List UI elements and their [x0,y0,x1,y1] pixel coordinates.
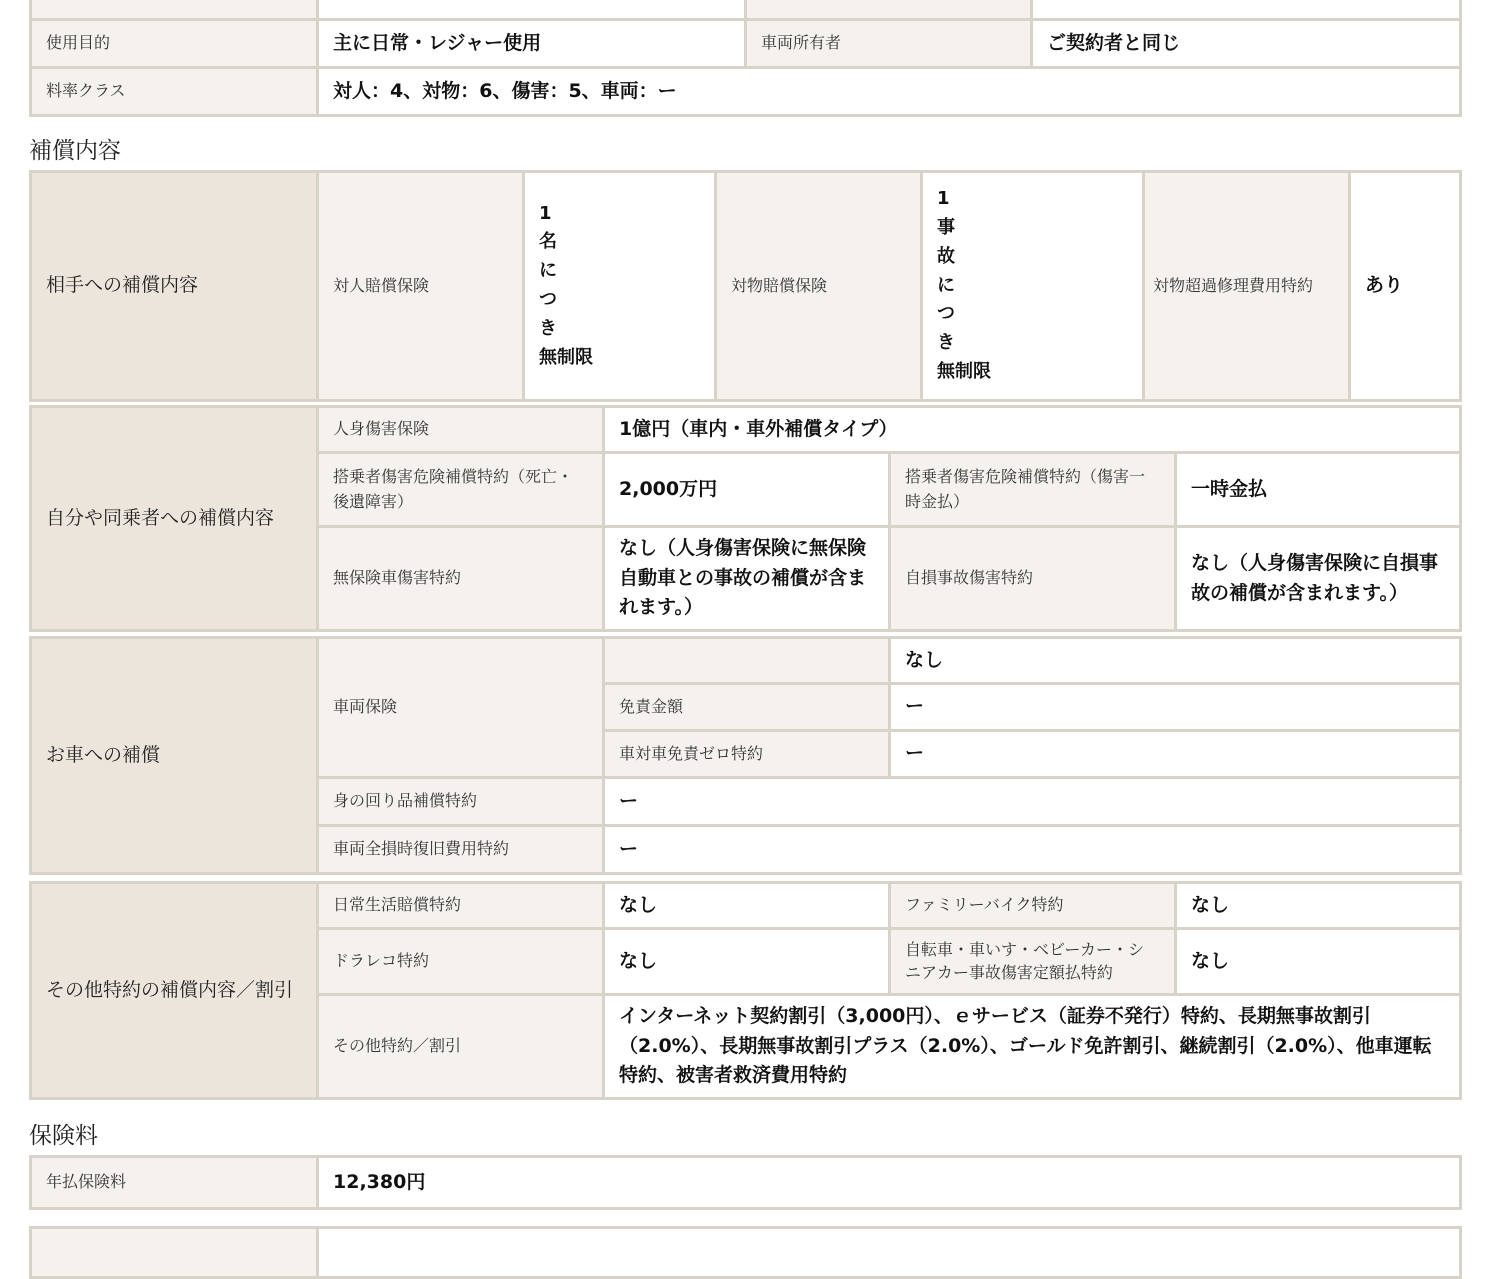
usage-value: 主に日常・レジャー使用 [318,20,746,68]
annual-premium-value: 12,380円 [318,1157,1461,1209]
property-damage-value [922,172,1144,401]
uninsured-value: なし（人身傷害保険に無保険自動車との事故の補償が含まれます。） [604,527,890,631]
car-coverage-table [29,636,1459,875]
property-damage-value-line: 故 [937,245,955,267]
bodily-injury-value-line: 1 [539,202,552,224]
drareco-label: ドラレコ特約 [318,929,604,995]
bodily-injury-value [524,172,716,401]
passenger-death-value: 2,000万円 [604,453,890,527]
daily-life-value: なし [604,883,890,929]
personal-injury-value: 1億円（車内・車外補償タイプ） [604,407,1461,453]
vehicle-insurance-label: 車両保険 [318,638,604,778]
belongings-value: ー [604,778,1461,826]
personal-injury-label: 人身傷害保険 [318,407,604,453]
rate-class-value: 対人：4、対物：6、傷害：5、車両：ー [318,68,1461,116]
other-discounts-label: その他特約／割引 [318,995,604,1099]
premium-table [29,1155,1459,1210]
bodily-injury-value-line: つ [539,289,557,310]
property-damage-value-line: き [937,332,955,354]
excess-repair-value: あり [1350,172,1461,401]
family-bike-label: ファミリーバイク特約 [890,883,1176,929]
other-coverage-table [29,881,1459,1100]
property-damage-value-line: 事 [937,217,955,238]
zero-deductible-label: 車対車免責ゼロ特約 [604,731,890,778]
bicycle-label: 自転車・車いす・ベビーカー・シニアカー事故傷害定額払特約 [890,929,1176,995]
third-party-section: 相手への補償内容 [31,172,318,401]
bodily-injury-value-line: に [539,260,557,282]
next-table-partial [29,1226,1459,1279]
bodily-injury-value-line: 無制限 [539,346,593,368]
total-loss-value: ー [604,826,1461,874]
drareco-value: なし [604,929,890,995]
vehicle-info-table [29,0,1459,117]
family-bike-value: なし [1176,883,1461,929]
premium-heading: 保険料 [29,1123,98,1149]
property-damage-value-line: 無制限 [937,360,991,382]
other-discounts-value: インターネット契約割引（3,000円）、ｅサービス（証券不発行）特約、長期無事故割引（2.0%）、長期無事故割引プラス（2.0%）、ゴールド免許割引、継続割引（2.0%）、他車運転特約、被害者救済費用特約 [604,995,1461,1099]
self-section: 自分や同乗者への補償内容 [31,407,318,631]
zero-deductible-value: ー [890,731,1461,778]
belongings-label: 身の回り品補償特約 [318,778,604,826]
owner-value: ご契約者と同じ [1032,20,1461,68]
passenger-lump-label: 搭乗者傷害危険補償特約（傷害一時金払） [890,453,1176,527]
bicycle-value: なし [1176,929,1461,995]
bodily-injury-value-line: き [539,317,557,339]
total-loss-label: 車両全損時復旧費用特約 [318,826,604,874]
car-section: お車への補償 [31,638,318,874]
property-damage-label: 対物賠償保険 [716,172,922,401]
excess-repair-label: 対物超過修理費用特約 [1144,172,1350,401]
property-damage-value-line: に [937,274,955,296]
bodily-injury-label: 対人賠償保険 [318,172,524,401]
deductible-value: ー [890,684,1461,731]
vehicle-insurance-value: なし [890,638,1461,684]
bodily-injury-value-line: 名 [539,231,557,253]
annual-premium-label: 年払保険料 [31,1157,318,1209]
deductible-label: 免責金額 [604,684,890,731]
self-accident-label: 自損事故傷害特約 [890,527,1176,631]
self-accident-value: なし（人身傷害保険に自損事故の補償が含まれます。） [1176,527,1461,631]
passenger-lump-value: 一時金払 [1176,453,1461,527]
third-party-table [29,170,1459,402]
passenger-death-label: 搭乗者傷害危険補償特約（死亡・後遺障害） [318,453,604,527]
daily-life-label: 日常生活賠償特約 [318,883,604,929]
property-damage-value-line: 1 [937,188,950,210]
other-section: その他特約の補償内容／割引 [31,883,318,1099]
usage-label: 使用目的 [31,20,318,68]
self-coverage-table [29,405,1459,632]
coverage-heading: 補償内容 [29,138,121,164]
property-damage-value-line: つ [937,303,955,325]
owner-label: 車両所有者 [746,20,1032,68]
uninsured-label: 無保険車傷害特約 [318,527,604,631]
rate-class-label: 料率クラス [31,68,318,116]
